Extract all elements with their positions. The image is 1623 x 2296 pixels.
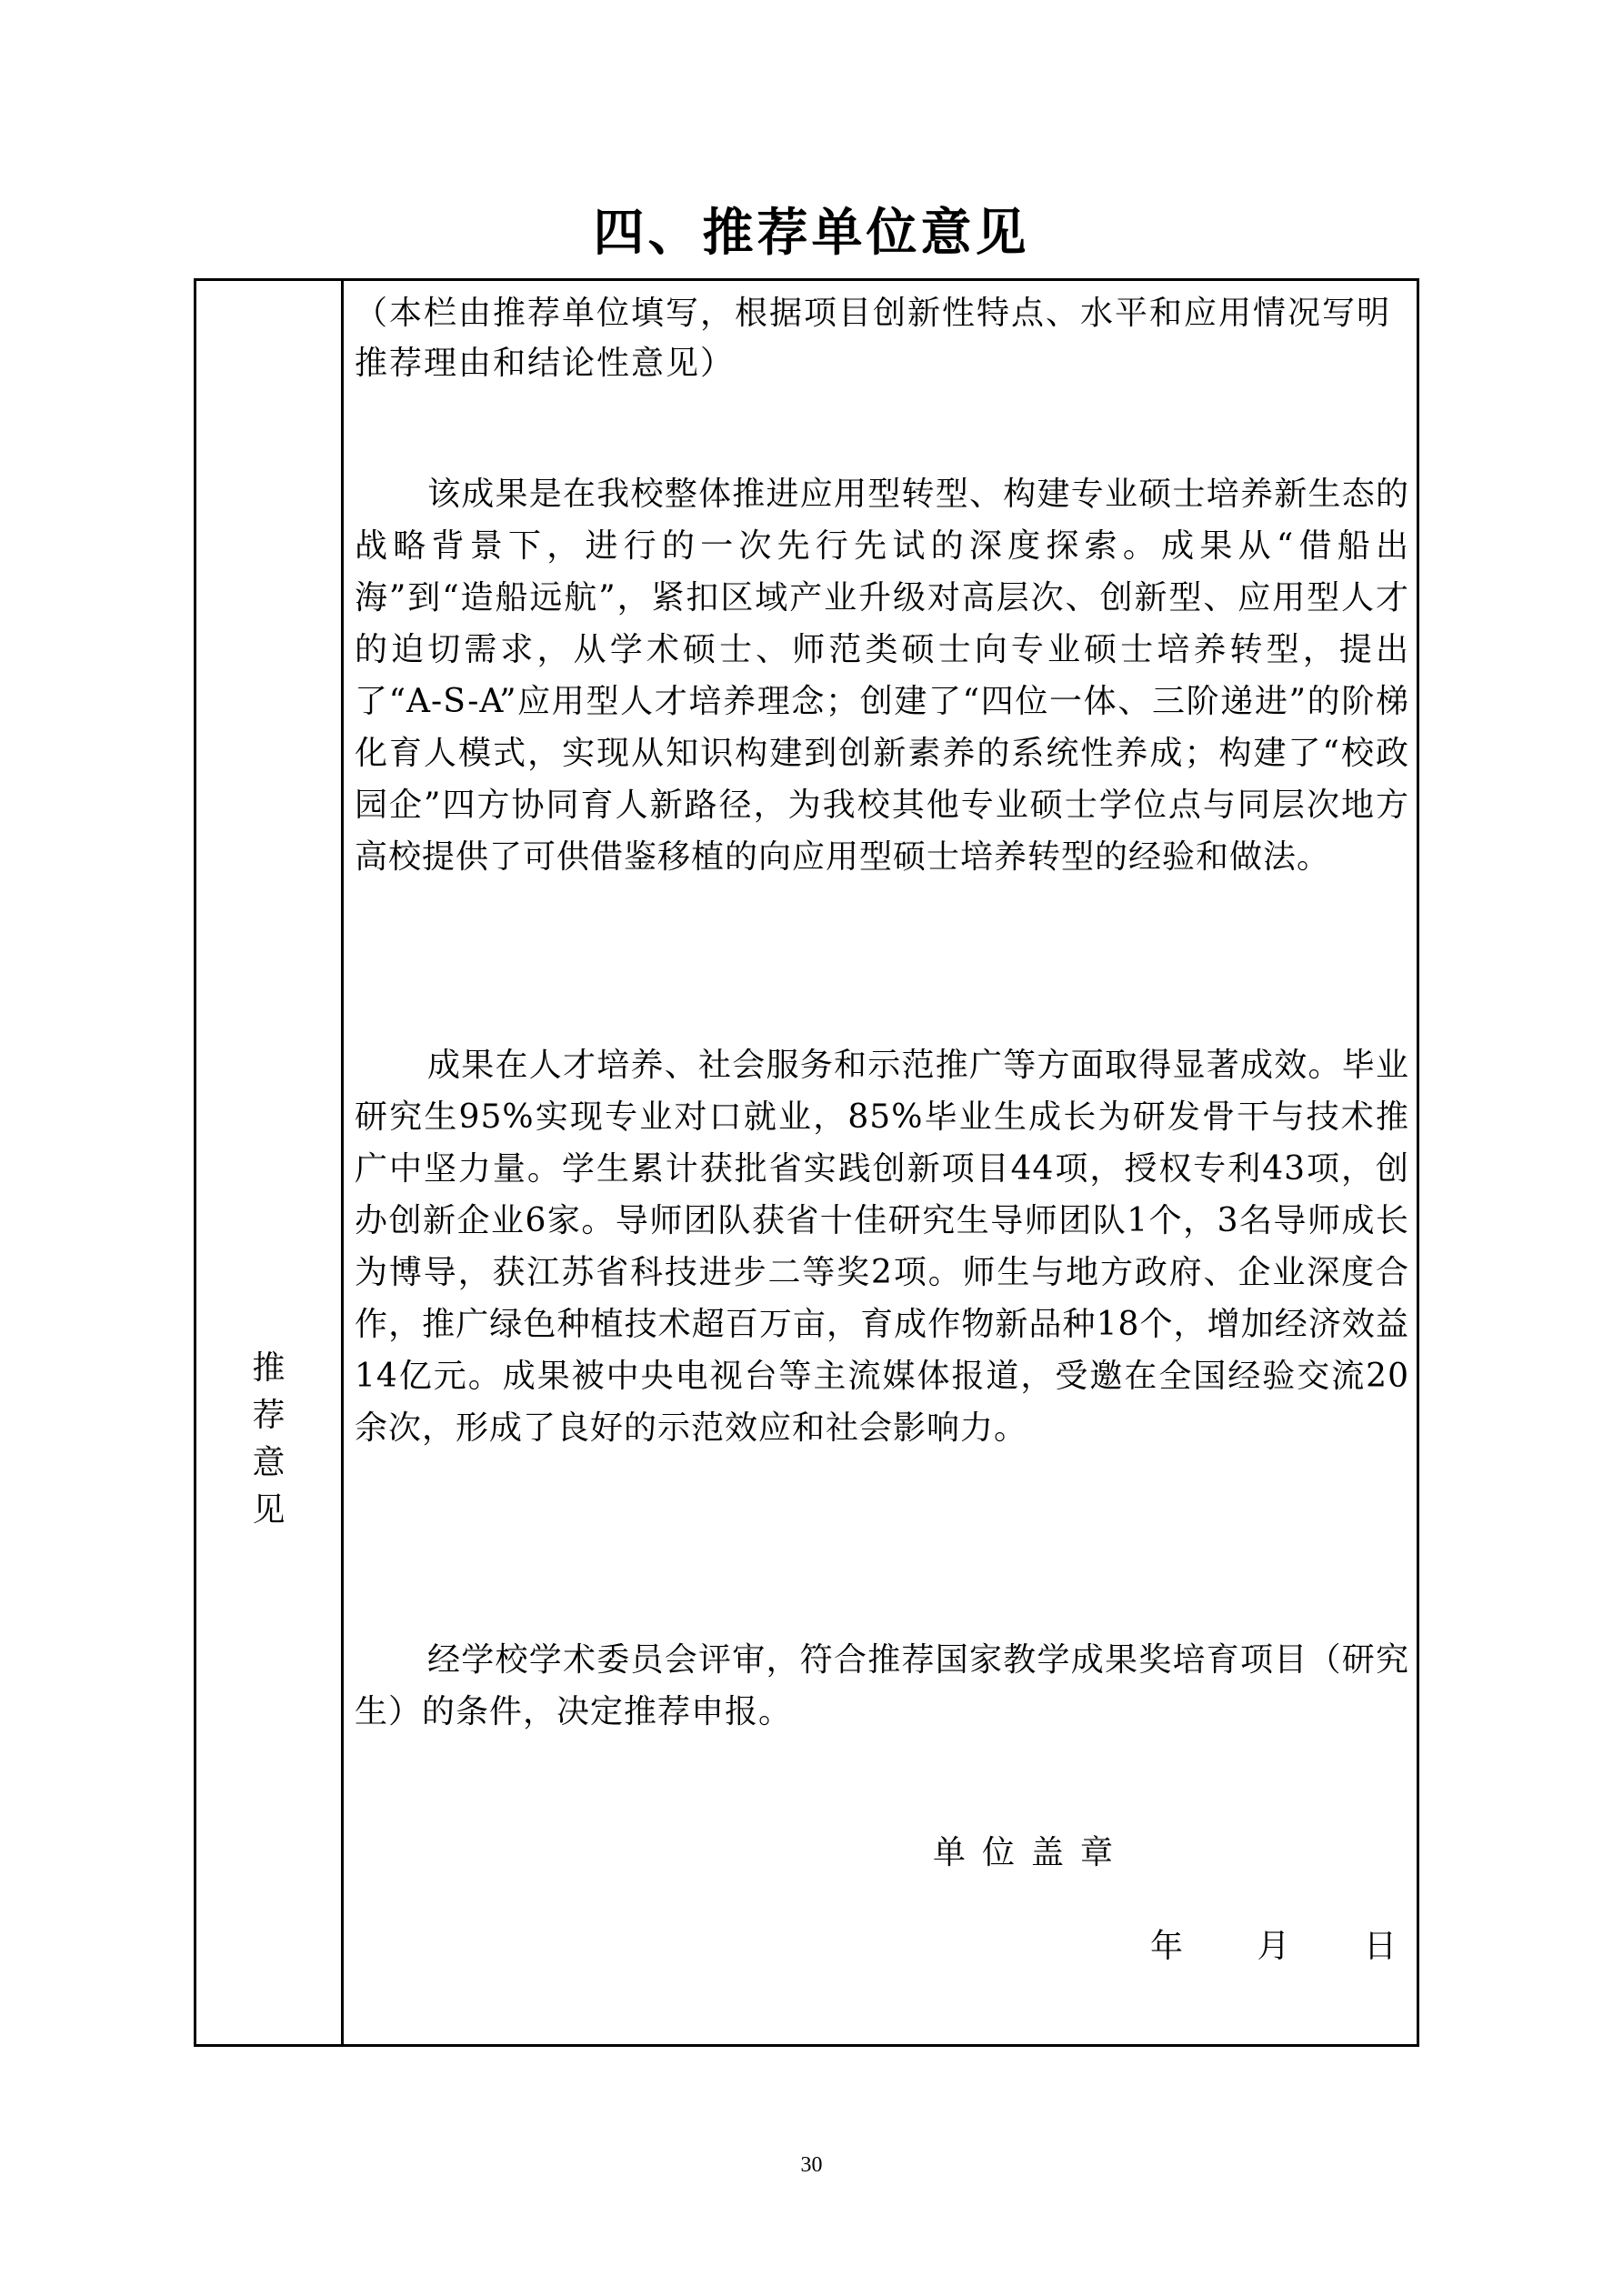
page-number: 30 bbox=[800, 2153, 823, 2177]
date-month-label: 月 bbox=[1257, 1928, 1290, 1965]
recommendation-table bbox=[194, 278, 1419, 2047]
unit-stamp-label: 单位盖章 bbox=[933, 1834, 1130, 1871]
opinion-paragraph: 该成果是在我校整体推进应用型转型、构建专业硕士培养新生态的战略背景下，进行的一次先行先试的深度探索。成果从“借船出海”到“造船远航”，紧扣区域产业升级对高层次、创新型、应用型人才的迫切需求，从学术硕士、师范类硕士向专业硕士培养转型，提出了“A-S-A”应用型人才培养理念；创建了“四位一体、三阶递进”的阶梯化育人模式，实现从知识构建到创新素养的系统性养成；构建了“校政园企”四方协同育人新路径，为我校其他专业硕士学位点与同层次地方高校提供了可供借鉴移植的向应用型硕士培养转型的经验和做法。 bbox=[355, 476, 1409, 876]
instruction-note: （本栏由推荐单位填写，根据项目创新性特点、水平和应用情况写明推荐理由和结论性意见） bbox=[355, 295, 1392, 382]
date-year-label: 年 bbox=[1150, 1928, 1184, 1965]
opinion-paragraph: 经学校学术委员会评审，符合推荐国家教学成果奖培育项目（研究生）的条件，决定推荐申报。 bbox=[355, 1641, 1409, 1730]
date-day-label: 日 bbox=[1363, 1928, 1397, 1965]
row-label-char: 意 bbox=[252, 1444, 286, 1481]
row-label-char: 见 bbox=[252, 1491, 286, 1529]
row-label-char: 荐 bbox=[252, 1397, 286, 1434]
opinion-paragraph: 成果在人才培养、社会服务和示范推广等方面取得显著成效。毕业研究生95%实现专业对口就业，85%毕业生成长为研发骨干与技术推广中坚力量。学生累计获批省实践创新项目44项，授权专利43项，创办创新企业6家。导师团队获省十佳研究生导师团队1个，3名导师成长为博导，获江苏省科技进步二等奖2项。师生与地方政府、企业深度合作，推广绿色种植技术超百万亩，育成作物新品种18个，增加经济效益14亿元。成果被中央电视台等主流媒体报道，受邀在全国经验交流20余次，形成了良好的示范效应和社会影响力。 bbox=[355, 1047, 1409, 1447]
row-label bbox=[196, 1345, 341, 1534]
page-title: 四、推荐单位意见 bbox=[593, 204, 1030, 263]
opinion-content-cell bbox=[344, 281, 1417, 2044]
row-label-cell bbox=[196, 281, 344, 2044]
row-label-char: 推 bbox=[252, 1349, 286, 1387]
date-line bbox=[1150, 1920, 1397, 1967]
